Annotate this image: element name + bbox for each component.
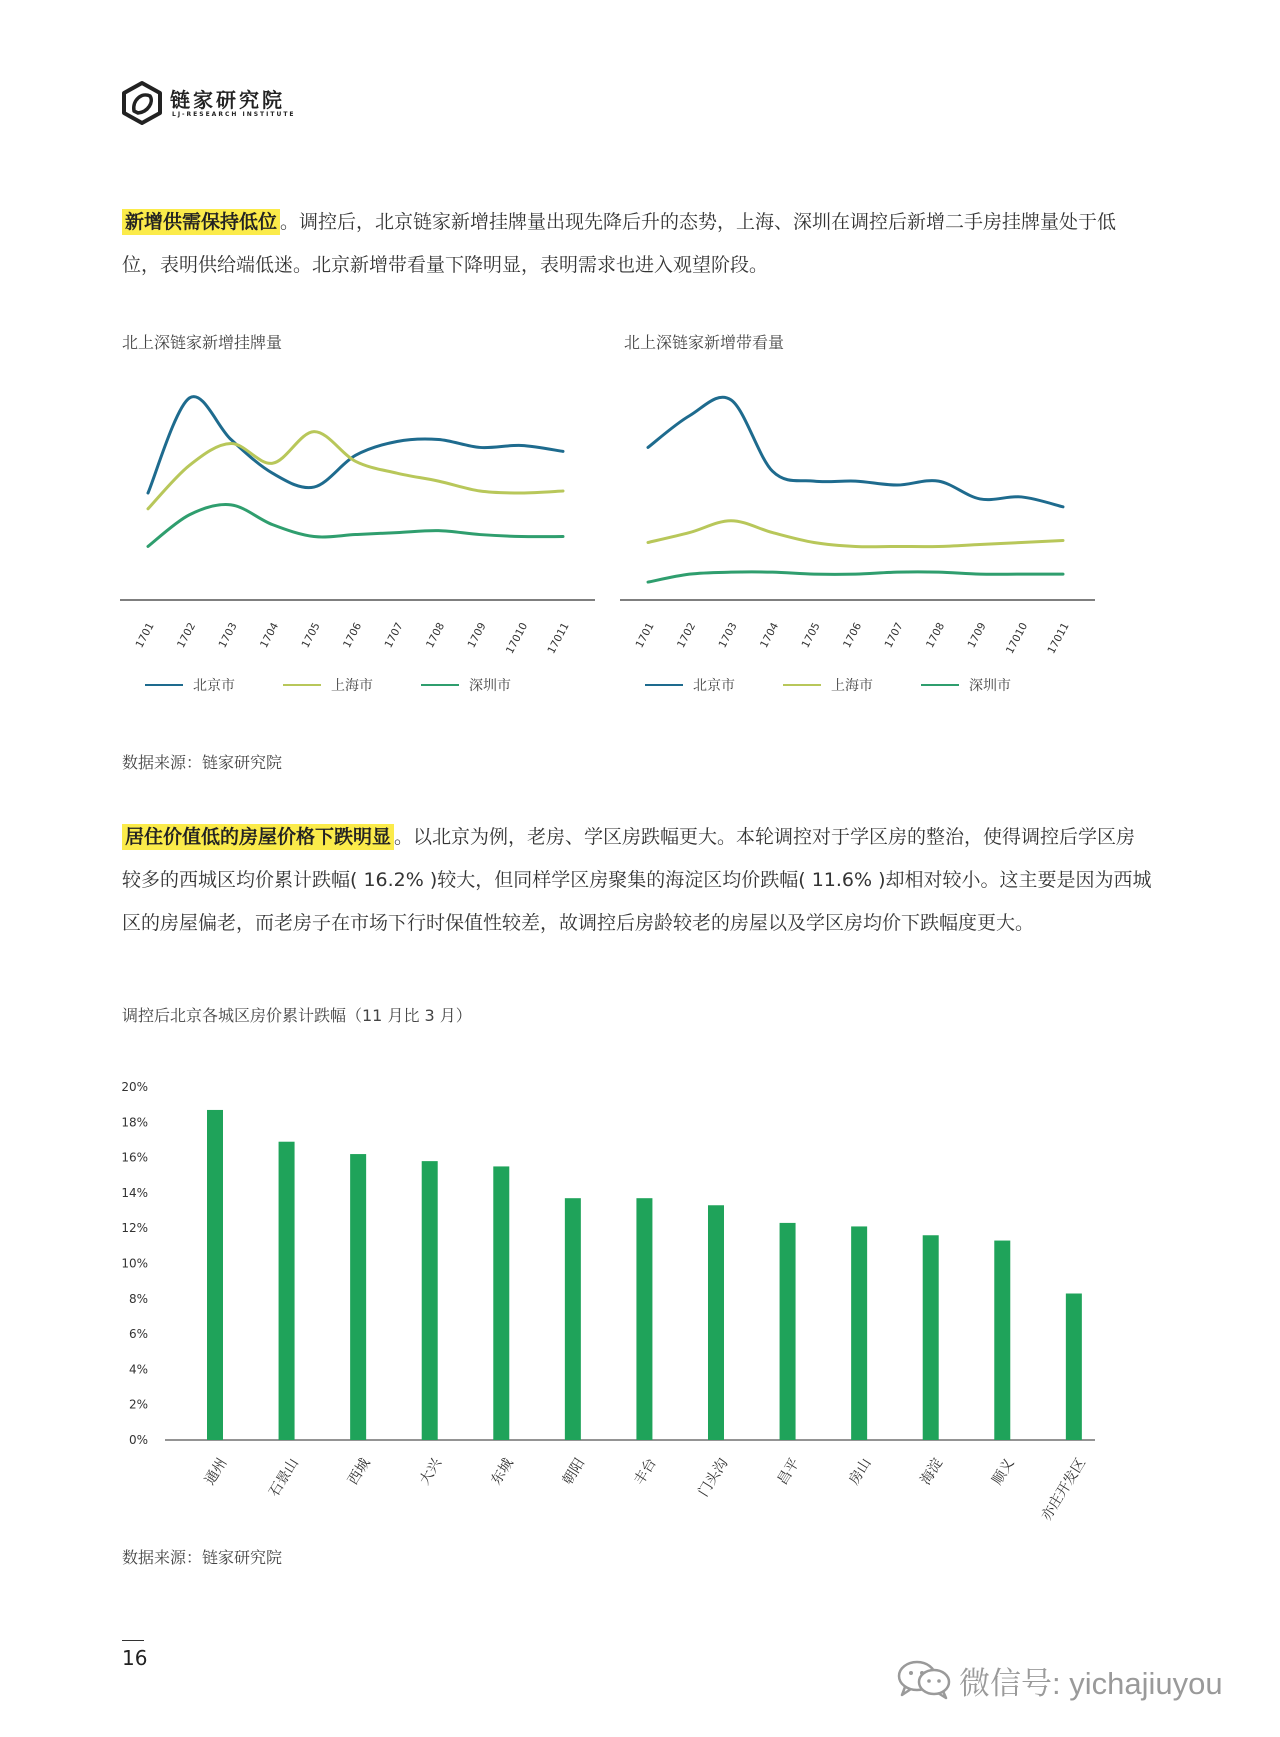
- x-tick-label: 1709: [965, 620, 989, 651]
- paragraph-price-decline: [122, 816, 1152, 945]
- paragraph-highlight: 居住价值低的房屋价格下跌明显: [122, 824, 394, 850]
- x-tick-label: 1701: [633, 620, 657, 651]
- category-label: 丰台: [631, 1455, 660, 1488]
- category-label: 顺义: [989, 1455, 1018, 1488]
- x-tick-label: 1708: [424, 620, 448, 651]
- legend-label: 上海市: [831, 678, 873, 694]
- y-tick-label: 10%: [121, 1256, 148, 1271]
- bar: [994, 1241, 1010, 1440]
- bar: [851, 1226, 867, 1440]
- y-tick-label: 6%: [128, 1327, 148, 1342]
- y-tick-label: 0%: [128, 1433, 148, 1447]
- x-tick-label: 1707: [382, 620, 406, 651]
- x-tick-label: 17011: [1045, 620, 1072, 656]
- chart-title-viewings: 北上深链家新增带看量: [624, 333, 785, 352]
- line-chart-viewings: [620, 380, 1120, 720]
- category-label: 海淀: [917, 1455, 947, 1488]
- x-tick-label: 1706: [341, 620, 365, 651]
- legend-label: 北京市: [193, 678, 235, 694]
- legend-label: 北京市: [693, 678, 735, 694]
- x-tick-label: 1703: [716, 620, 740, 651]
- x-tick-label: 17011: [545, 620, 572, 656]
- page-number-rule: [122, 1640, 144, 1641]
- bar: [422, 1161, 438, 1440]
- page-number: 16: [122, 1646, 148, 1670]
- series-line-2: [648, 572, 1063, 582]
- x-tick-label: 1703: [216, 620, 240, 651]
- chart-title-price-decline: 调控后北京各城区房价累计跌幅（11 月比 3 月）: [122, 1006, 472, 1025]
- x-tick-label: 1702: [175, 620, 199, 651]
- category-label: 朝阳: [559, 1455, 589, 1488]
- series-line-1: [148, 432, 563, 509]
- data-source-note: 数据来源：链家研究院: [122, 1548, 283, 1567]
- series-line-1: [648, 521, 1063, 547]
- y-tick-label: 16%: [121, 1150, 148, 1165]
- bar: [350, 1154, 366, 1440]
- category-label: 西城: [345, 1455, 374, 1488]
- x-tick-label: 17010: [1003, 620, 1031, 656]
- x-tick-label: 1708: [924, 620, 948, 651]
- category-label: 房山: [846, 1455, 875, 1488]
- bar: [493, 1166, 509, 1440]
- legend-label: 深圳市: [969, 678, 1011, 694]
- y-tick-label: 4%: [128, 1362, 148, 1377]
- brand-name: 链家研究院: [170, 88, 285, 112]
- y-tick-label: 8%: [128, 1291, 148, 1306]
- line-chart-listings: [120, 380, 620, 720]
- category-label: 门头沟: [695, 1455, 732, 1500]
- bar-chart-price-decline: [110, 1075, 1110, 1540]
- bar: [923, 1235, 939, 1440]
- x-tick-label: 1702: [675, 620, 699, 651]
- series-line-0: [648, 397, 1063, 507]
- bar: [708, 1205, 724, 1440]
- brand-subtitle: LJ-RESEARCH INSTITUTE: [172, 111, 296, 118]
- brand-logo: [120, 80, 310, 130]
- paragraph-text: 。以北京为例，老房、学区房跌幅更大。本轮调控对于学区房的整治，使得调控后学区房较多的西城区均价累计跌幅( 16.2% )较大，但同样学区房聚集的海淀区均价跌幅( 11.6% )却相对较小。这主要是因为西城区的房屋偏老，而老房子在市场下行时保值性较差，故调控后房龄较老的房屋以及学区房均价下跌幅度更大。: [122, 826, 1152, 934]
- paragraph-supply-demand: [122, 201, 1152, 287]
- x-tick-label: 1705: [799, 620, 823, 651]
- category-label: 东城: [488, 1455, 517, 1488]
- paragraph-text: 。调控后，北京链家新增挂牌量出现先降后升的态势，上海、深圳在调控后新增二手房挂牌量处于低位，表明供给端低迷。北京新增带看量下降明显，表明需求也进入观望阶段。: [122, 211, 1117, 276]
- data-source-note: 数据来源：链家研究院: [122, 753, 283, 772]
- x-tick-label: 1704: [258, 620, 282, 651]
- wechat-icon: [895, 1658, 953, 1700]
- x-tick-label: 1705: [299, 620, 323, 651]
- x-tick-label: 1701: [133, 620, 157, 651]
- x-tick-label: 1709: [465, 620, 489, 651]
- brand-logo-icon: [120, 80, 164, 126]
- bar: [1066, 1294, 1082, 1440]
- legend-label: 深圳市: [469, 678, 511, 694]
- category-label: 石景山: [266, 1455, 302, 1500]
- legend-label: 上海市: [331, 678, 373, 694]
- category-label: 大兴: [416, 1455, 446, 1488]
- x-tick-label: 1704: [758, 620, 782, 651]
- series-line-2: [148, 505, 563, 547]
- bar: [207, 1110, 223, 1440]
- x-tick-label: 1706: [841, 620, 865, 651]
- bar: [279, 1142, 295, 1440]
- watermark-text: 微信号: yichajiuyou: [959, 1666, 1223, 1701]
- y-tick-label: 12%: [121, 1221, 148, 1236]
- paragraph-highlight: 新增供需保持低位: [122, 209, 280, 235]
- category-label: 亦庄开发区: [1038, 1455, 1090, 1524]
- wechat-watermark: [895, 1656, 1235, 1702]
- bar: [780, 1223, 796, 1440]
- y-tick-label: 20%: [121, 1080, 148, 1094]
- category-label: 通州: [201, 1455, 231, 1488]
- bar: [565, 1198, 581, 1440]
- x-tick-label: 1707: [882, 620, 906, 651]
- y-tick-label: 2%: [128, 1397, 148, 1412]
- series-line-0: [148, 397, 563, 493]
- x-tick-label: 17010: [503, 620, 531, 656]
- y-tick-label: 18%: [121, 1115, 148, 1130]
- category-label: 昌平: [774, 1455, 803, 1488]
- bar: [636, 1198, 652, 1440]
- chart-title-listings: 北上深链家新增挂牌量: [122, 333, 283, 352]
- y-tick-label: 14%: [121, 1185, 148, 1200]
